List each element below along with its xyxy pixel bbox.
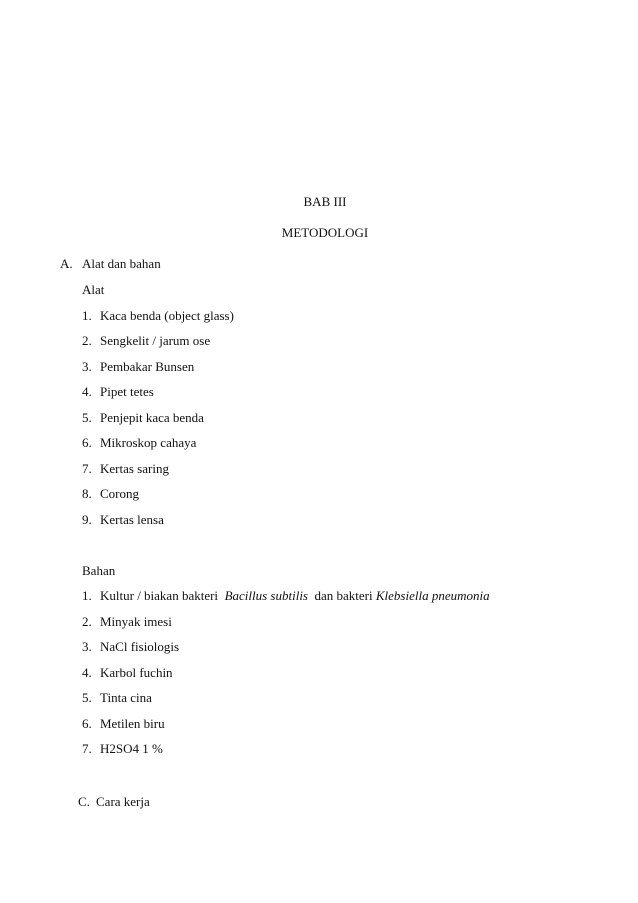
- list-number: 1.: [82, 308, 92, 323]
- list-text: H2SO4 1 %: [100, 741, 163, 756]
- list-text: Metilen biru: [100, 716, 165, 731]
- list-text: Corong: [100, 486, 139, 501]
- chapter-title: METODOLOGI: [281, 225, 369, 240]
- list-number: 3.: [82, 639, 92, 654]
- list-text: Kaca benda (object glass): [100, 308, 234, 323]
- section-a-marker: A.: [60, 256, 73, 271]
- list-number: 3.: [82, 359, 92, 374]
- list-number: 7.: [82, 741, 92, 756]
- section-c-title: Cara kerja: [96, 794, 150, 809]
- list-number: 2.: [82, 614, 92, 629]
- species-name: Bacillus subtilis: [224, 588, 308, 603]
- list-number: 6.: [82, 716, 92, 731]
- bahan-heading: Bahan: [82, 563, 116, 578]
- list-number: 4.: [82, 665, 92, 680]
- list-number: 9.: [82, 512, 92, 527]
- list-number: 7.: [82, 461, 92, 476]
- list-text: Kertas saring: [100, 461, 169, 476]
- list-number: 2.: [82, 333, 92, 348]
- list-text-mid: dan bakteri: [314, 588, 373, 603]
- species-name: Klebsiella pneumonia: [375, 588, 490, 603]
- list-number: 6.: [82, 435, 92, 450]
- list-text: Karbol fuchin: [100, 665, 173, 680]
- list-text: Penjepit kaca benda: [100, 410, 204, 425]
- list-text: NaCl fisiologis: [100, 639, 180, 654]
- list-text: Kertas lensa: [100, 512, 164, 527]
- list-text: Tinta cina: [100, 690, 152, 705]
- list-text: Sengkelit / jarum ose: [100, 333, 211, 348]
- alat-heading: Alat: [82, 282, 105, 297]
- list-text: [100, 588, 490, 604]
- list-text: Mikroskop cahaya: [100, 435, 197, 450]
- list-number: 1.: [82, 588, 92, 603]
- list-text-pre: Kultur / biakan bakteri: [100, 588, 219, 603]
- list-number: 5.: [82, 690, 92, 705]
- list-text: Pipet tetes: [100, 384, 154, 399]
- list-text: Minyak imesi: [100, 614, 172, 629]
- list-text: Pembakar Bunsen: [100, 359, 195, 374]
- section-a-title: Alat dan bahan: [82, 256, 161, 271]
- section-c-marker: C.: [78, 794, 90, 809]
- chapter-number: BAB III: [303, 194, 347, 209]
- list-number: 4.: [82, 384, 92, 399]
- list-number: 5.: [82, 410, 92, 425]
- list-number: 8.: [82, 486, 92, 501]
